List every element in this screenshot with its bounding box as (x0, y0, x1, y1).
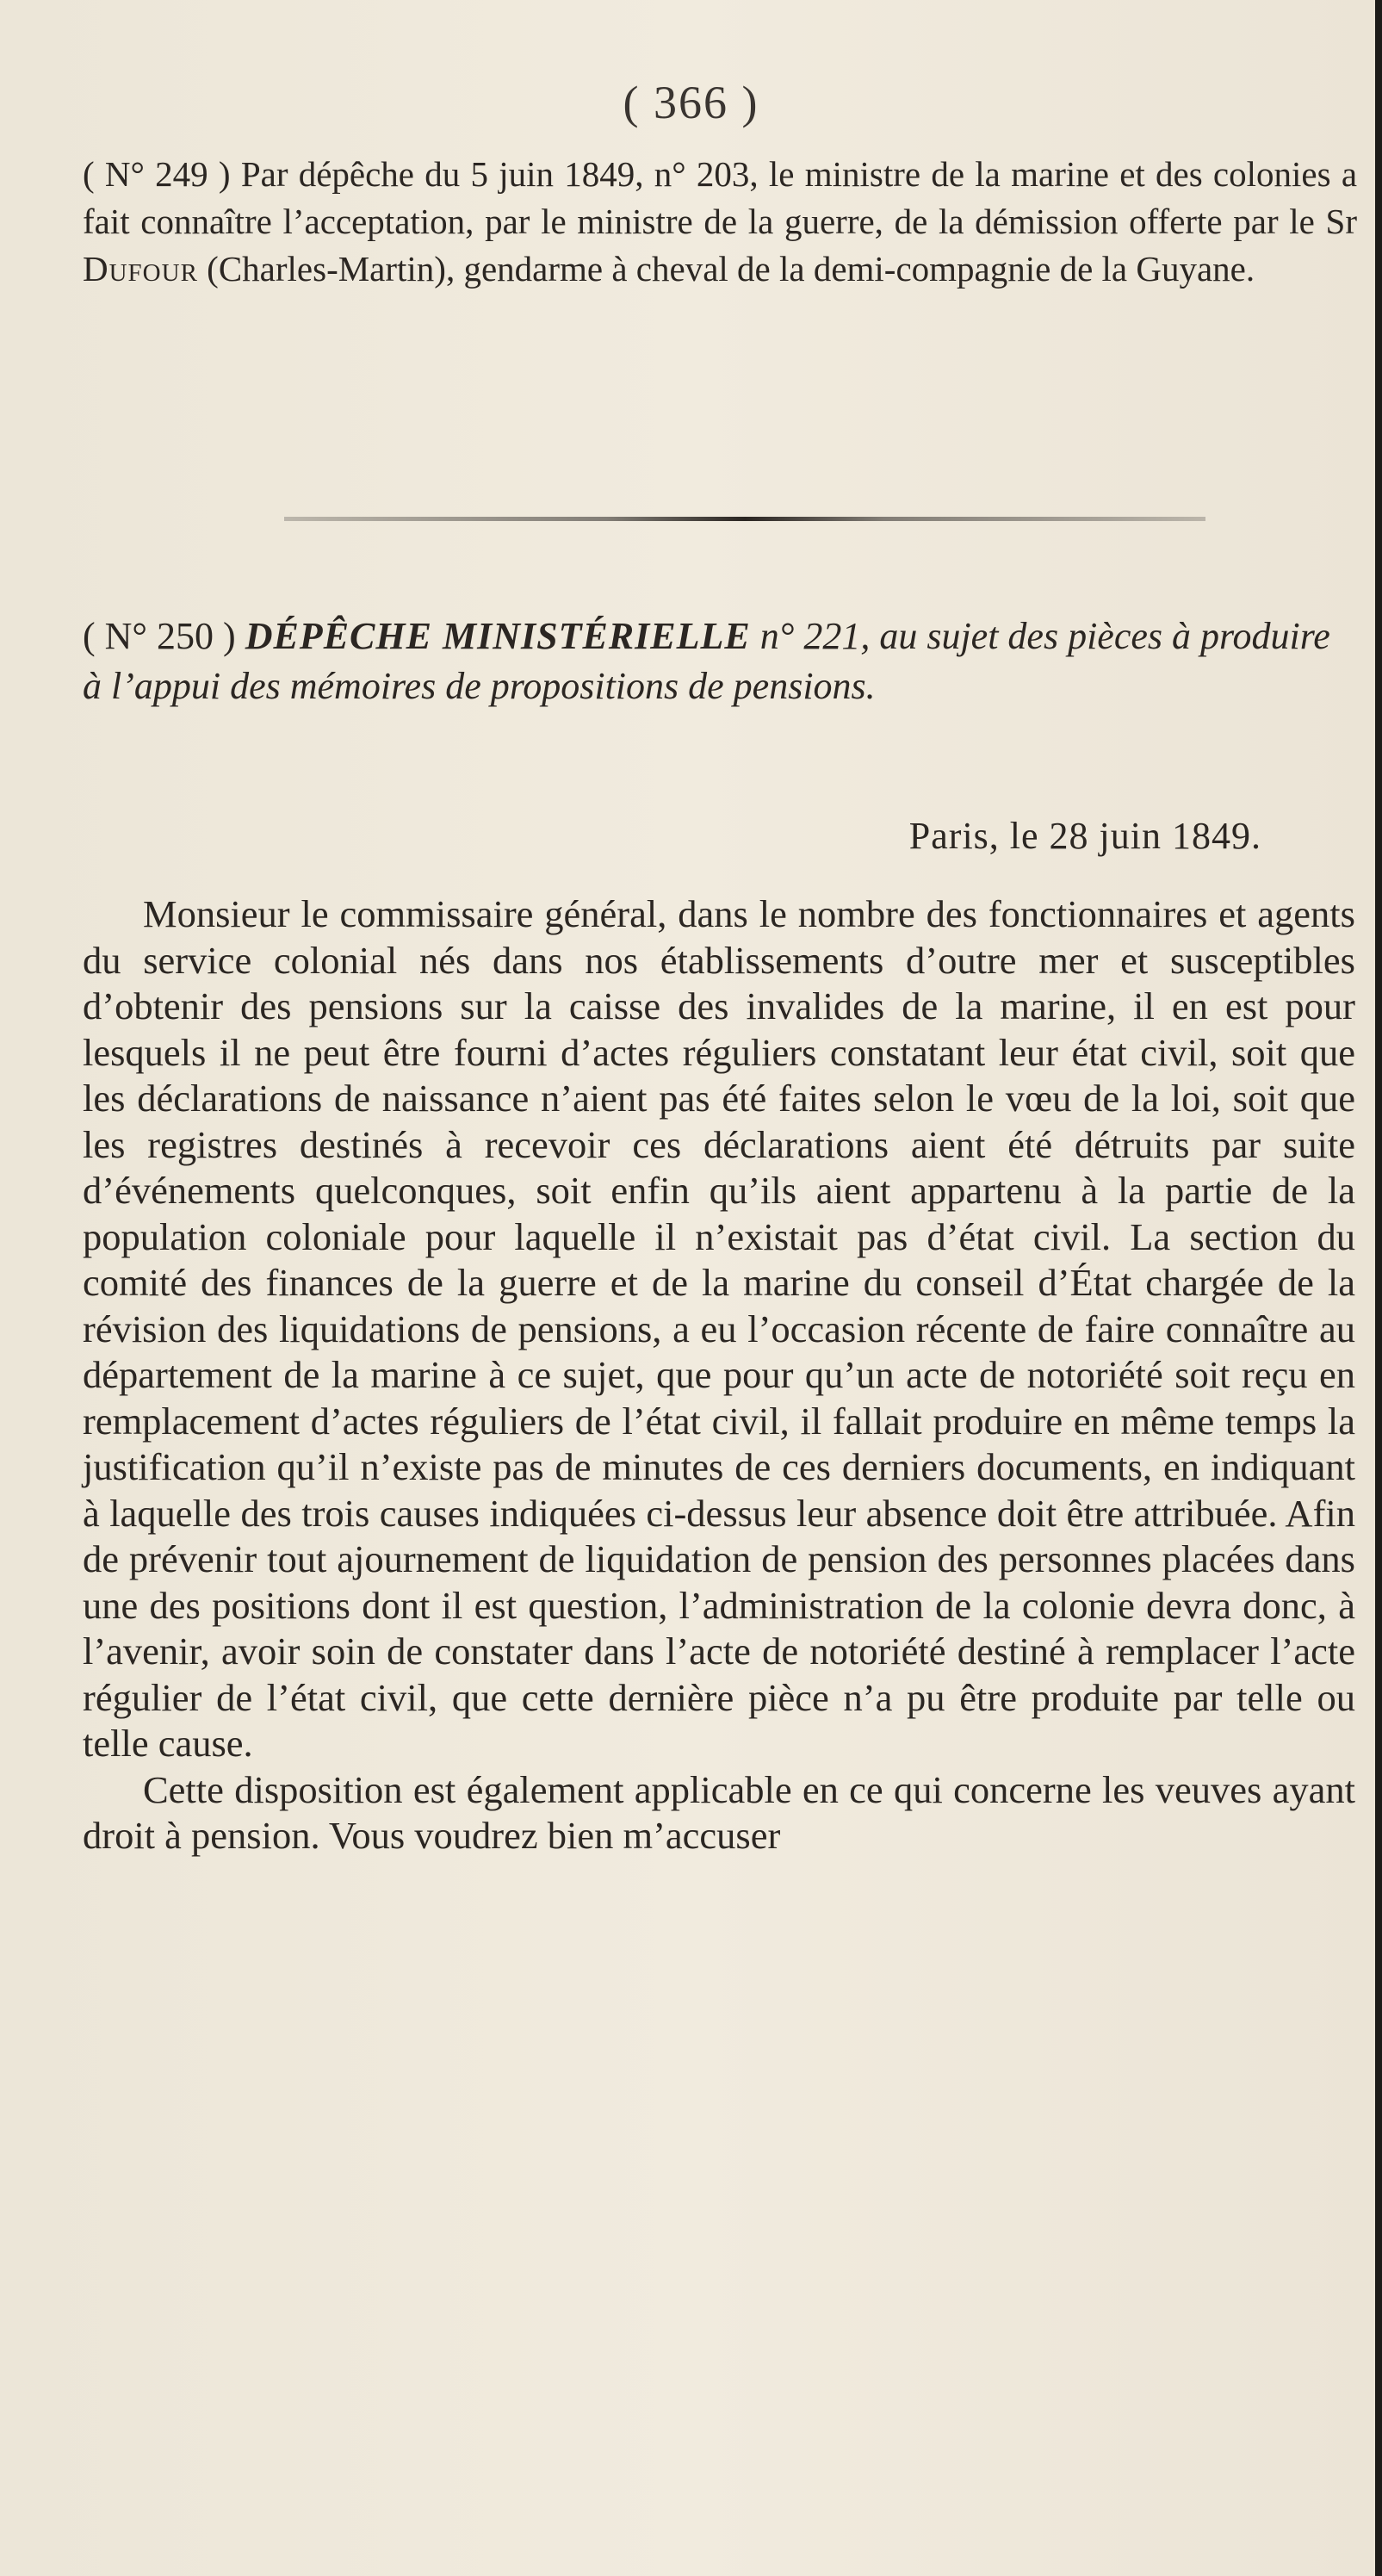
entry-249-text-end: (Charles-Martin), gendarme à cheval de la demi-compagnie de la Guyane. (207, 249, 1255, 289)
entry-249-text: Par dépêche du 5 juin 1849, n° 203, le ministre de la marine et des colonies a fait connaître l’acceptation, par le ministre de la guerre, de la démission offerte par le Sr (83, 154, 1358, 241)
page-edge-shadow (1375, 0, 1382, 2576)
entry-249-name: Dufour (83, 249, 198, 289)
letter-body (83, 891, 1355, 1859)
paragraph: Cette disposition est également applicable en ce qui concerne les veuves ayant droit à pension. Vous voudrez bien m’accuser (83, 1767, 1355, 1857)
paragraph: Monsieur le commissaire général, dans le nombre des fonctionnaires et agents du service colonial nés dans nos établissements d’outre mer et susceptibles d’obtenir des pensions sur la caisse des invalides de la marine, il en est pour lesquels il ne peut être fourni d’actes réguliers constatant leur état civil, soit que les déclarations de naissance n’aient pas été faites selon le vœu de la loi, soit que les registres destinés à recevoir ces déclarations aient été détruits par suite d’événements quelconques, soit enfin qu’ils aient appartenu à la partie de la population coloniale pour laquelle il n’existait pas d’état civil. La section du comité des finances de la guerre et de la marine du conseil d’État chargée de la révision des liquidations de pensions, a eu l’occasion récente de faire connaître au département de la marine à ce sujet, que pour qu’un acte de notoriété soit reçu en remplacement d’actes réguliers de l’état civil, il fallait produire en même temps la justification qu’il n’existe pas de minutes de ces derniers documents, en indiquant à laquelle des trois causes indiquées ci-dessus leur absence doit être attribuée. Afin de prévenir tout ajournement de liquidation de pension des personnes placées dans une des positions dont il est question, l’administration de la colonie devra donc, à l’avenir, avoir soin de constater dans l’acte de notoriété destiné à remplacer l’acte régulier de l’état civil, que cette dernière pièce n’a pu être produite par telle ou telle cause. (83, 892, 1355, 1765)
entry-250-heading (83, 611, 1357, 711)
entry-249-number: ( N° 249 ) (83, 154, 231, 194)
page-number: ( 366 ) (623, 77, 759, 128)
entry-250-number: ( N° 250 ) (83, 615, 236, 657)
entry-250-subject: n° 221, au sujet des pièces à produire à l’appui des mémoires de propositions de pensions. (83, 615, 1330, 707)
dateline: Paris, le 28 juin 1849. (908, 815, 1261, 857)
entry-249 (83, 151, 1357, 293)
section-divider (284, 517, 1205, 521)
entry-250-title: DÉPÊCHE MINISTÉRIELLE (245, 615, 751, 657)
